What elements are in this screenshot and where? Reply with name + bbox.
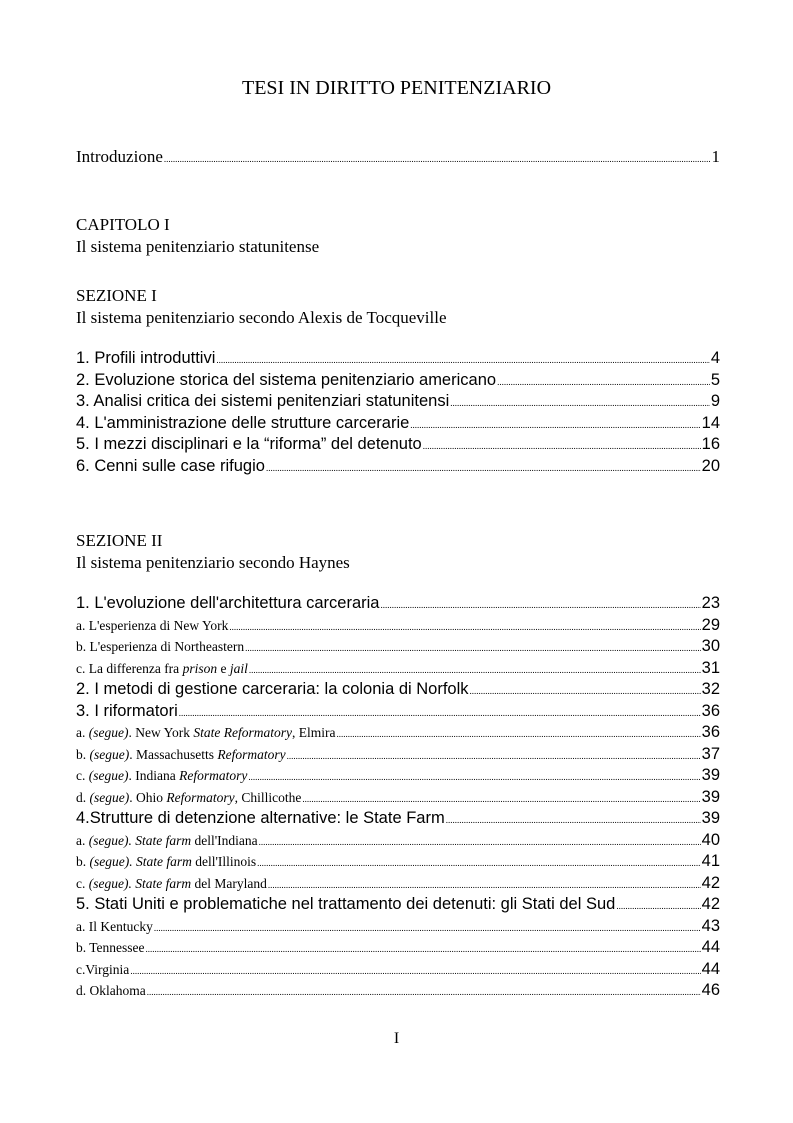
page-title: TESI IN DIRITTO PENITENZIARIO bbox=[241, 77, 552, 99]
toc-entry-label bbox=[76, 725, 335, 741]
toc-entry[interactable] bbox=[76, 371, 720, 393]
toc-entry[interactable] bbox=[76, 594, 720, 616]
toc-entry[interactable] bbox=[76, 809, 720, 831]
toc-subentry[interactable] bbox=[76, 917, 720, 939]
section-subtitle: Il sistema penitenziario secondo Alexis de Tocqueville bbox=[76, 308, 447, 327]
toc-subentry[interactable] bbox=[76, 788, 720, 810]
toc-label-segment: Reformatory bbox=[166, 789, 235, 805]
toc-subentry[interactable] bbox=[76, 831, 720, 853]
toc-label-segment: del Maryland bbox=[191, 875, 267, 891]
toc-leader-dots bbox=[130, 966, 700, 976]
toc-entry-page: 29 bbox=[701, 615, 720, 634]
toc-entry-label bbox=[76, 854, 256, 870]
toc-entry[interactable] bbox=[76, 414, 720, 436]
toc-entry-label bbox=[76, 747, 286, 763]
toc-subentry[interactable] bbox=[76, 960, 720, 982]
toc-entry[interactable] bbox=[76, 435, 720, 457]
toc-label-segment: 4.Strutture di detenzione alternative: le State Farm bbox=[76, 809, 445, 827]
toc-label-segment: a. bbox=[76, 832, 89, 848]
toc-subentry[interactable] bbox=[76, 723, 720, 745]
toc-label-segment: c.Virginia bbox=[76, 961, 130, 977]
toc-label-segment: d. bbox=[76, 789, 90, 805]
toc-entry-label: 1. Profili introduttivi bbox=[76, 349, 216, 367]
toc-leader-dots bbox=[450, 398, 710, 408]
toc-label-segment: . Ohio bbox=[129, 789, 167, 805]
toc-entry-introduzione[interactable] bbox=[76, 147, 720, 169]
toc-label-segment: (segue) bbox=[88, 768, 129, 783]
toc-label-segment: (segue). State farm bbox=[88, 832, 192, 848]
toc-label-segment: b. L'esperienza di Northeastern bbox=[76, 639, 245, 654]
toc-entry-page: 20 bbox=[701, 456, 720, 475]
toc-label-segment: (segue). State farm bbox=[88, 875, 192, 891]
chapter-heading: CAPITOLO I bbox=[76, 215, 170, 234]
toc-label-segment: e bbox=[217, 660, 230, 676]
toc-label-segment: 3. I riformatori bbox=[76, 701, 178, 720]
toc-leader-dots bbox=[287, 751, 701, 761]
toc-label-segment: , Chillicothe bbox=[234, 789, 302, 805]
toc-entry-label: 4. L'amministrazione delle strutture carcerarie bbox=[76, 413, 410, 432]
toc-entry-label bbox=[76, 833, 258, 849]
toc-leader-dots bbox=[268, 880, 701, 890]
toc-entry-label bbox=[76, 809, 445, 828]
toc-label-segment: c. bbox=[76, 768, 89, 783]
toc-leader-dots bbox=[446, 815, 701, 825]
toc-subentry[interactable] bbox=[76, 745, 720, 767]
toc-entry-page: 1 bbox=[711, 147, 720, 166]
section-2-toc-list bbox=[76, 594, 720, 1003]
toc-label-segment: State Reformatory bbox=[193, 725, 292, 740]
toc-leader-dots bbox=[259, 837, 701, 847]
toc-entry[interactable] bbox=[76, 895, 720, 917]
toc-label-segment: prison bbox=[182, 660, 218, 676]
toc-label-segment: d. Oklahoma bbox=[76, 983, 146, 998]
toc-leader-dots bbox=[266, 463, 701, 473]
toc-label-segment: (segue) bbox=[88, 725, 129, 740]
toc-subentry[interactable] bbox=[76, 637, 720, 659]
toc-entry-page: 23 bbox=[701, 594, 720, 612]
toc-entry-page: 39 bbox=[701, 809, 720, 827]
toc-entry-label bbox=[76, 594, 379, 613]
toc-entry-page: 5 bbox=[710, 370, 720, 389]
toc-leader-dots bbox=[146, 944, 701, 954]
toc-entry-label bbox=[76, 919, 153, 935]
toc-leader-dots bbox=[249, 665, 701, 675]
toc-leader-dots bbox=[154, 923, 701, 933]
toc-entry-page: 41 bbox=[701, 852, 720, 870]
toc-leader-dots bbox=[147, 987, 701, 997]
toc-subentry[interactable] bbox=[76, 938, 720, 960]
section-1-toc-list bbox=[76, 349, 720, 478]
section-heading: SEZIONE II bbox=[76, 531, 163, 550]
toc-leader-dots bbox=[302, 794, 700, 804]
toc-leader-dots bbox=[179, 708, 701, 718]
toc-entry-label bbox=[76, 895, 615, 914]
toc-leader-dots bbox=[470, 686, 701, 696]
toc-label-segment: dell'Indiana bbox=[191, 832, 258, 848]
toc-entry-page: 44 bbox=[701, 938, 720, 956]
toc-label-segment: . Massachusetts bbox=[129, 746, 218, 762]
toc-label-segment: a. Il Kentucky bbox=[76, 918, 153, 934]
toc-label-segment: jail bbox=[229, 660, 248, 676]
toc-entry-label: 5. I mezzi disciplinari e la “riforma” del detenuto bbox=[76, 435, 422, 453]
toc-label-segment: Reformatory bbox=[217, 746, 286, 762]
toc-entry-label: 6. Cenni sulle case rifugio bbox=[76, 456, 265, 475]
toc-entry-page: 36 bbox=[701, 723, 720, 741]
toc-entry-label bbox=[76, 768, 247, 784]
toc-entry[interactable] bbox=[76, 349, 720, 371]
toc-entry-label bbox=[76, 639, 244, 655]
toc-entry-page: 39 bbox=[701, 766, 720, 784]
toc-leader-dots bbox=[229, 622, 700, 632]
toc-entry-page: 44 bbox=[701, 959, 720, 978]
section-subtitle: Il sistema penitenziario secondo Haynes bbox=[76, 553, 350, 572]
toc-entry-label bbox=[76, 661, 248, 677]
toc-label-segment: , Elmira bbox=[291, 725, 336, 740]
toc-subentry[interactable] bbox=[76, 852, 720, 874]
toc-label-segment: (segue) bbox=[89, 746, 130, 762]
toc-entry-label: 2. Evoluzione storica del sistema penitenziario americano bbox=[76, 370, 497, 389]
toc-entry-label bbox=[76, 940, 145, 956]
toc-entry-page: 43 bbox=[701, 916, 720, 935]
toc-entry-page: 9 bbox=[710, 392, 720, 410]
toc-leader-dots bbox=[380, 600, 700, 610]
toc-subentry[interactable] bbox=[76, 766, 720, 788]
toc-label-segment: b. Tennessee bbox=[76, 940, 145, 955]
toc-label-segment: (segue). State farm bbox=[89, 854, 192, 869]
toc-entry-page: 32 bbox=[701, 680, 720, 698]
chapter-heading-block bbox=[76, 214, 720, 258]
toc-label-segment: 1. L'evoluzione dell'architettura carceraria bbox=[76, 594, 380, 612]
toc-label-segment: (segue) bbox=[89, 789, 130, 805]
toc-entry[interactable] bbox=[76, 680, 720, 702]
toc-entry-label bbox=[76, 876, 267, 892]
toc-leader-dots bbox=[497, 377, 710, 387]
toc-subentry[interactable] bbox=[76, 659, 720, 681]
toc-entry-page: 14 bbox=[701, 413, 720, 432]
toc-leader-dots bbox=[248, 772, 700, 782]
toc-label-segment: a. L'esperienza di New York bbox=[76, 617, 229, 633]
toc-leader-dots bbox=[257, 858, 700, 868]
toc-leader-dots bbox=[336, 729, 700, 739]
toc-label-segment: 2. I metodi di gestione carceraria: la colonia di Norfolk bbox=[76, 680, 469, 698]
toc-entry-label bbox=[76, 680, 469, 699]
toc-entry-page: 4 bbox=[710, 349, 720, 367]
toc-entry-page: 16 bbox=[701, 435, 720, 453]
toc-entry-label: Introduzione bbox=[76, 147, 163, 166]
toc-entry-page: 36 bbox=[701, 701, 720, 720]
toc-leader-dots bbox=[164, 154, 711, 164]
toc-entry-page: 40 bbox=[701, 830, 720, 849]
toc-leader-dots bbox=[423, 441, 701, 451]
page-number: I bbox=[393, 1030, 400, 1047]
toc-entry[interactable] bbox=[76, 702, 720, 724]
section-1-heading-block bbox=[76, 285, 720, 329]
toc-entry-page: 37 bbox=[701, 744, 720, 763]
toc-entry-page: 42 bbox=[701, 873, 720, 892]
toc-entry-page: 31 bbox=[701, 658, 720, 677]
toc-label-segment: a. bbox=[76, 725, 89, 740]
toc-label-segment: Reformatory bbox=[179, 768, 248, 783]
toc-entry-label: 3. Analisi critica dei sistemi penitenziari statunitensi bbox=[76, 392, 450, 410]
toc-label-segment: b. bbox=[76, 746, 90, 762]
chapter-subtitle: Il sistema penitenziario statunitense bbox=[76, 237, 320, 256]
toc-entry-page: 30 bbox=[701, 637, 720, 655]
section-2-heading-block bbox=[76, 530, 720, 574]
toc-label-segment: b. bbox=[76, 854, 90, 869]
toc-entry-page: 42 bbox=[701, 895, 720, 913]
toc-label-segment: dell'Illinois bbox=[191, 854, 257, 869]
toc-subentry[interactable] bbox=[76, 616, 720, 638]
toc-subentry[interactable] bbox=[76, 981, 720, 1003]
toc-entry-label bbox=[76, 962, 129, 978]
toc-intro bbox=[76, 147, 720, 169]
toc-entry-label bbox=[76, 702, 178, 721]
toc-entry-page: 46 bbox=[701, 981, 720, 999]
toc-subentry[interactable] bbox=[76, 874, 720, 896]
toc-entry-page: 39 bbox=[701, 787, 720, 806]
toc-entry-label bbox=[76, 983, 146, 999]
toc-label-segment: 5. Stati Uniti e problematiche nel trattamento dei detenuti: gli Stati del Sud bbox=[76, 895, 616, 913]
toc-entry-label bbox=[76, 790, 301, 806]
toc-entry-label bbox=[76, 618, 228, 634]
toc-leader-dots bbox=[616, 901, 700, 911]
toc-label-segment: c. La differenza fra bbox=[76, 660, 183, 676]
toc-leader-dots bbox=[410, 420, 700, 430]
section-heading: SEZIONE I bbox=[76, 286, 157, 305]
toc-entry[interactable] bbox=[76, 392, 720, 414]
toc-label-segment: c. bbox=[76, 875, 89, 891]
toc-entry[interactable] bbox=[76, 457, 720, 479]
toc-label-segment: . Indiana bbox=[128, 768, 180, 783]
toc-label-segment: . New York bbox=[128, 725, 194, 740]
toc-leader-dots bbox=[216, 355, 709, 365]
toc-leader-dots bbox=[245, 643, 701, 653]
